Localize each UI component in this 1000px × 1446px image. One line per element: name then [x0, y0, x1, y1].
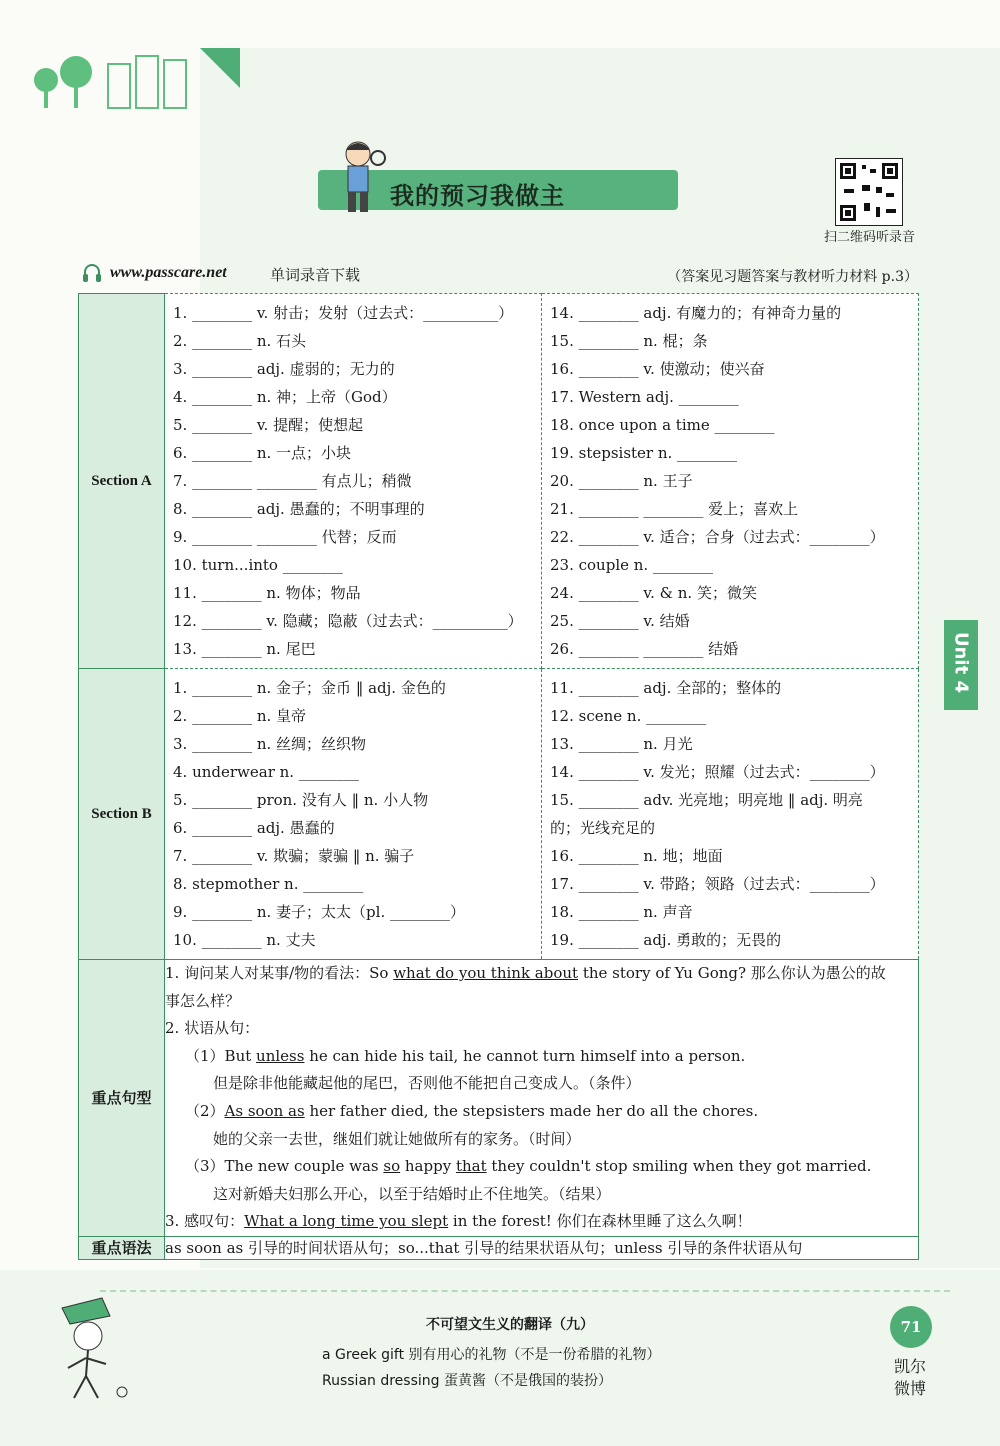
- sentence-line: [165, 1043, 918, 1071]
- vocab-item[interactable]: 1. ________ n. 金子；金币 ‖ adj. 金色的: [173, 679, 446, 697]
- vocab-item[interactable]: 11. ________ adj. 全部的；整体的: [550, 679, 782, 697]
- vocab-item[interactable]: 20. ________ n. 王子: [550, 472, 693, 490]
- vocab-item[interactable]: 18. ________ n. 声音: [550, 903, 693, 921]
- answer-note: （答案见习题答案与教材听力材料 p.3）: [667, 269, 918, 285]
- vocab-item[interactable]: 1. ________ v. 射击；发射（过去式：__________）: [173, 304, 514, 322]
- vocab-item[interactable]: 2. ________ n. 皇帝: [173, 707, 307, 725]
- footer-title: 不可望文生义的翻译（九）: [426, 1317, 594, 1333]
- weibo-line-2: 微博: [893, 1379, 926, 1398]
- vocab-item[interactable]: 4. underwear n. ________: [173, 763, 359, 781]
- vocab-item[interactable]: 17. ________ v. 带路；领路（过去式：________）: [550, 875, 885, 893]
- vocab-item[interactable]: 的；光线充足的: [550, 819, 656, 837]
- sentence-line: 事怎么样？: [165, 991, 241, 1010]
- sentence-translation: 但是除非他能藏起他的尾巴，否则他不能把自己变成人。（条件）: [213, 1074, 641, 1093]
- vocab-item[interactable]: 19. stepsister n. ________: [550, 444, 738, 462]
- vocab-item[interactable]: 12. ________ v. 隐藏；隐蔽（过去式：__________）: [173, 612, 523, 630]
- vocab-item[interactable]: 17. Western adj. ________: [550, 388, 739, 406]
- vocab-item[interactable]: 3. ________ adj. 虚弱的；无力的: [173, 360, 395, 378]
- sentence-line: 2. 状语从句：: [165, 1019, 260, 1038]
- vocab-item[interactable]: 13. ________ n. 月光: [550, 735, 693, 753]
- headphones-icon: [82, 262, 102, 284]
- underlined-phrase: what do you think about: [393, 964, 579, 982]
- unit-tab[interactable]: [944, 620, 978, 710]
- vocab-item[interactable]: 4. ________ n. 神；上帝（God）: [173, 388, 397, 406]
- underlined-phrase: that: [455, 1157, 487, 1176]
- vocab-item[interactable]: 22. ________ v. 适合；合身（过去式：________）: [550, 528, 885, 546]
- boy-magnifier-icon: [330, 136, 390, 216]
- text: 1. 询问某人对某事/物的看法：So: [165, 964, 394, 982]
- weibo-label[interactable]: [883, 1356, 937, 1400]
- vocab-item[interactable]: 18. once upon a time ________: [550, 416, 775, 434]
- text: （2）: [185, 1101, 225, 1120]
- vocab-item[interactable]: 5. ________ pron. 没有人 ‖ n. 小人物: [173, 791, 429, 809]
- underlined-phrase: What a long time you slept: [244, 1212, 449, 1231]
- vocab-item[interactable]: 21. ________ ________ 爱上；喜欢上: [550, 500, 799, 518]
- corner-decoration: [200, 48, 240, 88]
- trees-illustration: [28, 50, 198, 118]
- vocab-item[interactable]: 13. ________ n. 尾巴: [173, 640, 316, 658]
- qr-code-icon[interactable]: [835, 158, 903, 226]
- text: 3. 感叹句：: [165, 1212, 245, 1231]
- vocab-item[interactable]: 11. ________ n. 物体；物品: [173, 584, 361, 602]
- website-link[interactable]: www.passcare.net: [110, 264, 227, 281]
- vocab-item[interactable]: 7. ________ ________ 有点儿；稍微: [173, 472, 412, 490]
- key-grammar-row: [79, 1236, 919, 1259]
- vocab-item[interactable]: 15. ________ n. 棍；条: [550, 332, 708, 350]
- girl-book-icon: [52, 1294, 142, 1404]
- text: （1）But: [185, 1046, 257, 1065]
- vocab-item[interactable]: 9. ________ ________ 代替；反而: [173, 528, 397, 546]
- sentence-line: [165, 1153, 918, 1181]
- vocab-table: [78, 293, 919, 1260]
- vocab-item[interactable]: 14. ________ adj. 有魔力的；有神奇力量的: [550, 304, 842, 322]
- section-a-row: [79, 294, 919, 669]
- section-b-left: [165, 669, 542, 960]
- vocab-item[interactable]: 16. ________ v. 使激动；使兴奋: [550, 360, 765, 378]
- vocab-item[interactable]: 7. ________ v. 欺骗；蒙骗 ‖ n. 骗子: [173, 847, 415, 865]
- text: he can hide his tail, he cannot turn himself into a person.: [304, 1046, 746, 1065]
- page-title: 我的预习我做主: [390, 182, 565, 210]
- section-a-right: [542, 294, 919, 669]
- vocab-item[interactable]: 2. ________ n. 石头: [173, 332, 307, 350]
- vocab-item[interactable]: 8. stepmother n. ________: [173, 875, 364, 893]
- weibo-line-1: 凯尔: [893, 1357, 926, 1376]
- vocab-item[interactable]: 9. ________ n. 妻子；太太（pl. ________）: [173, 903, 465, 921]
- key-sentences-label: 重点句型: [79, 960, 165, 1237]
- qr-label: 扫二维码听录音: [823, 230, 915, 245]
- vocab-item[interactable]: 15. ________ adv. 光亮地；明亮地 ‖ adj. 明亮: [550, 791, 863, 809]
- text: the story of Yu Gong? 那么你认为愚公的故: [578, 964, 886, 982]
- underlined-phrase: unless: [256, 1046, 305, 1065]
- key-grammar-label: 重点语法: [79, 1236, 165, 1259]
- vocab-item[interactable]: 10. turn...into ________: [173, 556, 343, 574]
- vocab-item[interactable]: 6. ________ n. 一点；小块: [173, 444, 352, 462]
- vocab-item[interactable]: 3. ________ n. 丝绸；丝织物: [173, 735, 367, 753]
- section-a-left: [165, 294, 542, 669]
- vocab-item[interactable]: 8. ________ adj. 愚蠢的；不明事理的: [173, 500, 425, 518]
- text: happy: [400, 1157, 456, 1176]
- sentence-translation: 她的父亲一去世，继姐们就让她做所有的家务。（时间）: [213, 1129, 581, 1148]
- sentence-line: [165, 1098, 918, 1126]
- vocab-item[interactable]: 12. scene n. ________: [550, 707, 707, 725]
- underlined-phrase: As soon as: [224, 1101, 305, 1120]
- text: in the forest! 你们在森林里睡了这么久啊！: [448, 1212, 752, 1231]
- section-a-label: Section A: [79, 294, 165, 669]
- vocab-item[interactable]: 24. ________ v. & n. 笑；微笑: [550, 584, 757, 602]
- vocab-item[interactable]: 16. ________ n. 地；地面: [550, 847, 723, 865]
- download-label: 单词录音下载: [270, 266, 361, 284]
- sentence-line: [165, 1208, 918, 1236]
- underlined-phrase: so: [383, 1157, 401, 1176]
- section-b-right: [542, 669, 919, 960]
- text: they couldn't stop smiling when they got married.: [486, 1157, 872, 1176]
- text: （3）The new couple was: [185, 1157, 384, 1176]
- sentence-line: [165, 960, 918, 988]
- footer-divider: [100, 1290, 950, 1292]
- key-grammar-text: as soon as 引导的时间状语从句；so...that 引导的结果状语从句；unless 引导的条件状语从句: [165, 1236, 919, 1259]
- vocab-item[interactable]: 10. ________ n. 丈夫: [173, 931, 316, 949]
- key-sentences-row: [79, 960, 919, 1237]
- vocab-item[interactable]: 5. ________ v. 提醒；使想起: [173, 416, 364, 434]
- vocab-item[interactable]: 14. ________ v. 发光；照耀（过去式：________）: [550, 763, 885, 781]
- footer-line-1: a Greek gift 别有用心的礼物（不是一份希腊的礼物）: [322, 1347, 661, 1363]
- vocab-item[interactable]: 26. ________ ________ 结婚: [550, 640, 739, 658]
- page-number: 71: [890, 1306, 932, 1348]
- section-b-row: [79, 669, 919, 960]
- sentence-translation: 这对新婚夫妇那么开心，以至于结婚时止不住地笑。（结果）: [213, 1184, 611, 1203]
- vocab-item[interactable]: 25. ________ v. 结婚: [550, 612, 690, 630]
- vocab-item[interactable]: 23. couple n. ________: [550, 556, 713, 574]
- unit-label: Unit 4: [950, 632, 972, 693]
- footer-line-2: Russian dressing 蛋黄酱（不是俄国的装扮）: [322, 1373, 612, 1389]
- text: her father died, the stepsisters made her do all the chores.: [304, 1101, 759, 1120]
- key-sentences-content: [165, 960, 919, 1237]
- section-b-label: Section B: [79, 669, 165, 960]
- vocab-item[interactable]: 19. ________ adj. 勇敢的；无畏的: [550, 931, 782, 949]
- vocab-item[interactable]: 6. ________ adj. 愚蠢的: [173, 819, 335, 837]
